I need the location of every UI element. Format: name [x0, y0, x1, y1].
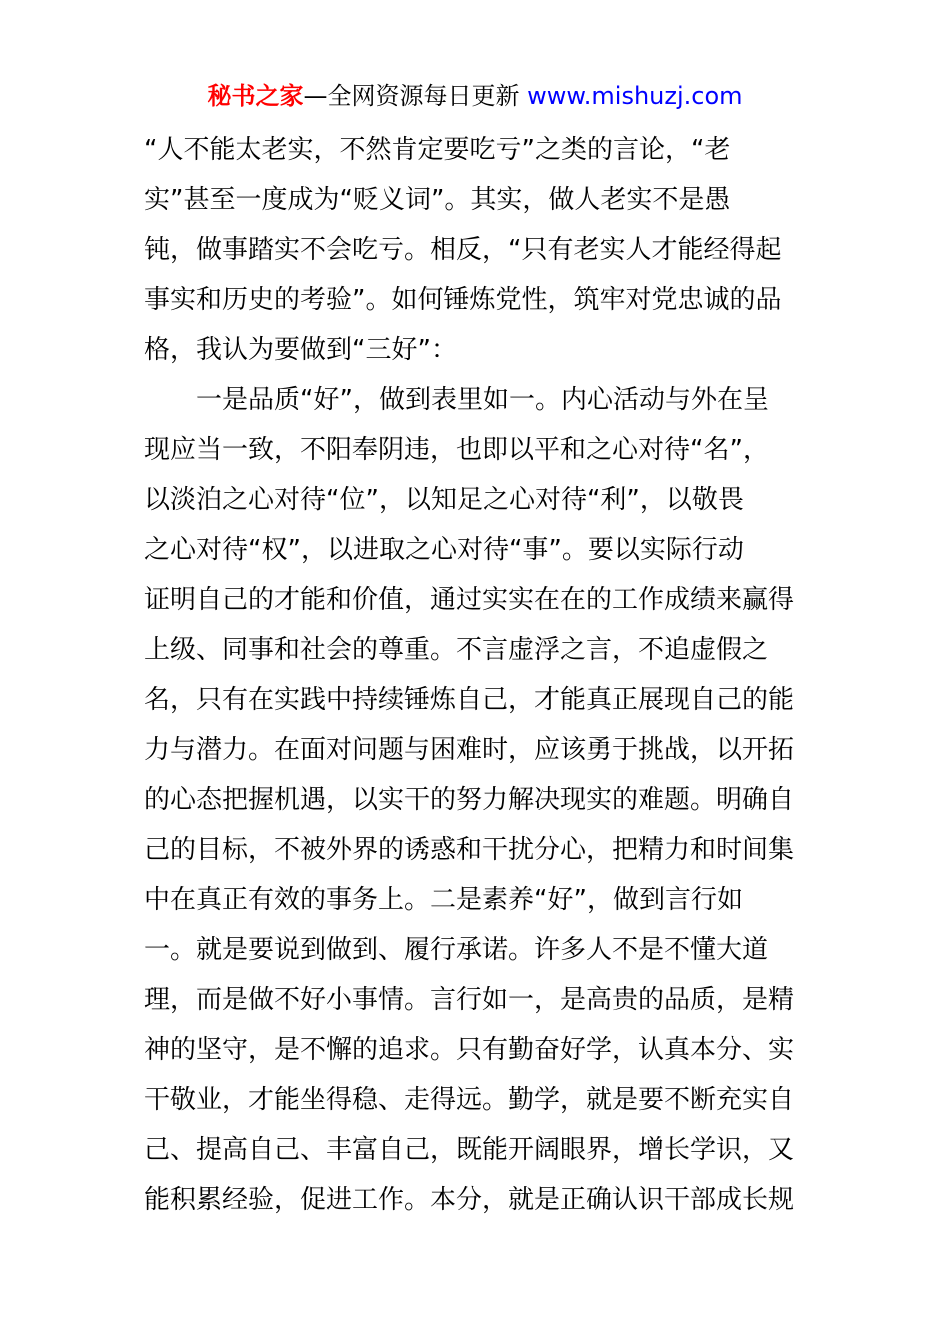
- page-header: [0, 80, 950, 112]
- text-line: 现应当一致，不阳奉阴违，也即以平和之心对待“名”，: [144, 435, 769, 465]
- text-line: 一是品质“好”，做到表里如一。内心活动与外在呈: [144, 385, 769, 415]
- text-line: 己、提高自己、丰富自己，既能开阔眼界，增长学识，又: [144, 1135, 795, 1165]
- text-line: 能积累经验，促进工作。本分，就是正确认识干部成长规: [144, 1185, 795, 1215]
- text-line: 己的目标，不被外界的诱惑和干扰分心，把精力和时间集: [144, 835, 795, 865]
- text-line: 神的坚守，是不懈的追求。只有勤奋好学，认真本分、实: [144, 1035, 795, 1065]
- text-line: 以淡泊之心对待“位”，以知足之心对待“利”，以敬畏: [144, 485, 744, 515]
- text-line: 事实和历史的考验”。如何锤炼党性，筑牢对党忠诚的品: [144, 285, 782, 315]
- text-line: 一。就是要说到做到、履行承诺。许多人不是不懂大道: [144, 935, 769, 965]
- site-url-link[interactable]: www.mishuzj.com: [527, 82, 743, 110]
- text-line: 实”甚至一度成为“贬义词”。其实，做人老实不是愚: [144, 185, 731, 215]
- text-line: 之心对待“权”，以进取之心对待“事”。要以实际行动: [144, 535, 744, 565]
- text-line: 格，我认为要做到“三好”：: [144, 335, 457, 365]
- header-tagline: —全网资源每日更新: [303, 82, 520, 110]
- text-line: 名，只有在实践中持续锤炼自己，才能真正展现自己的能: [144, 685, 795, 715]
- text-line: “人不能太老实，不然肯定要吃亏”之类的言论，“老: [144, 135, 731, 165]
- text-line: 证明自己的才能和价值，通过实实在在的工作成绩来赢得: [144, 585, 795, 615]
- brand-name: 秘书之家: [207, 82, 304, 110]
- text-line: 钝，做事踏实不会吃亏。相反，“只有老实人才能经得起: [144, 235, 782, 265]
- text-line: 中在真正有效的事务上。二是素养“好”，做到言行如: [144, 885, 743, 915]
- text-line: 理，而是做不好小事情。言行如一，是高贵的品质，是精: [144, 985, 795, 1015]
- text-line: 干敬业，才能坐得稳、走得远。勤学，就是要不断充实自: [144, 1085, 795, 1115]
- text-line: 的心态把握机遇，以实干的努力解决现实的难题。明确自: [144, 785, 795, 815]
- text-line: 力与潜力。在面对问题与困难时，应该勇于挑战，以开拓: [144, 735, 795, 765]
- document-body: [144, 125, 824, 1225]
- text-line: 上级、同事和社会的尊重。不言虚浮之言，不追虚假之: [144, 635, 769, 665]
